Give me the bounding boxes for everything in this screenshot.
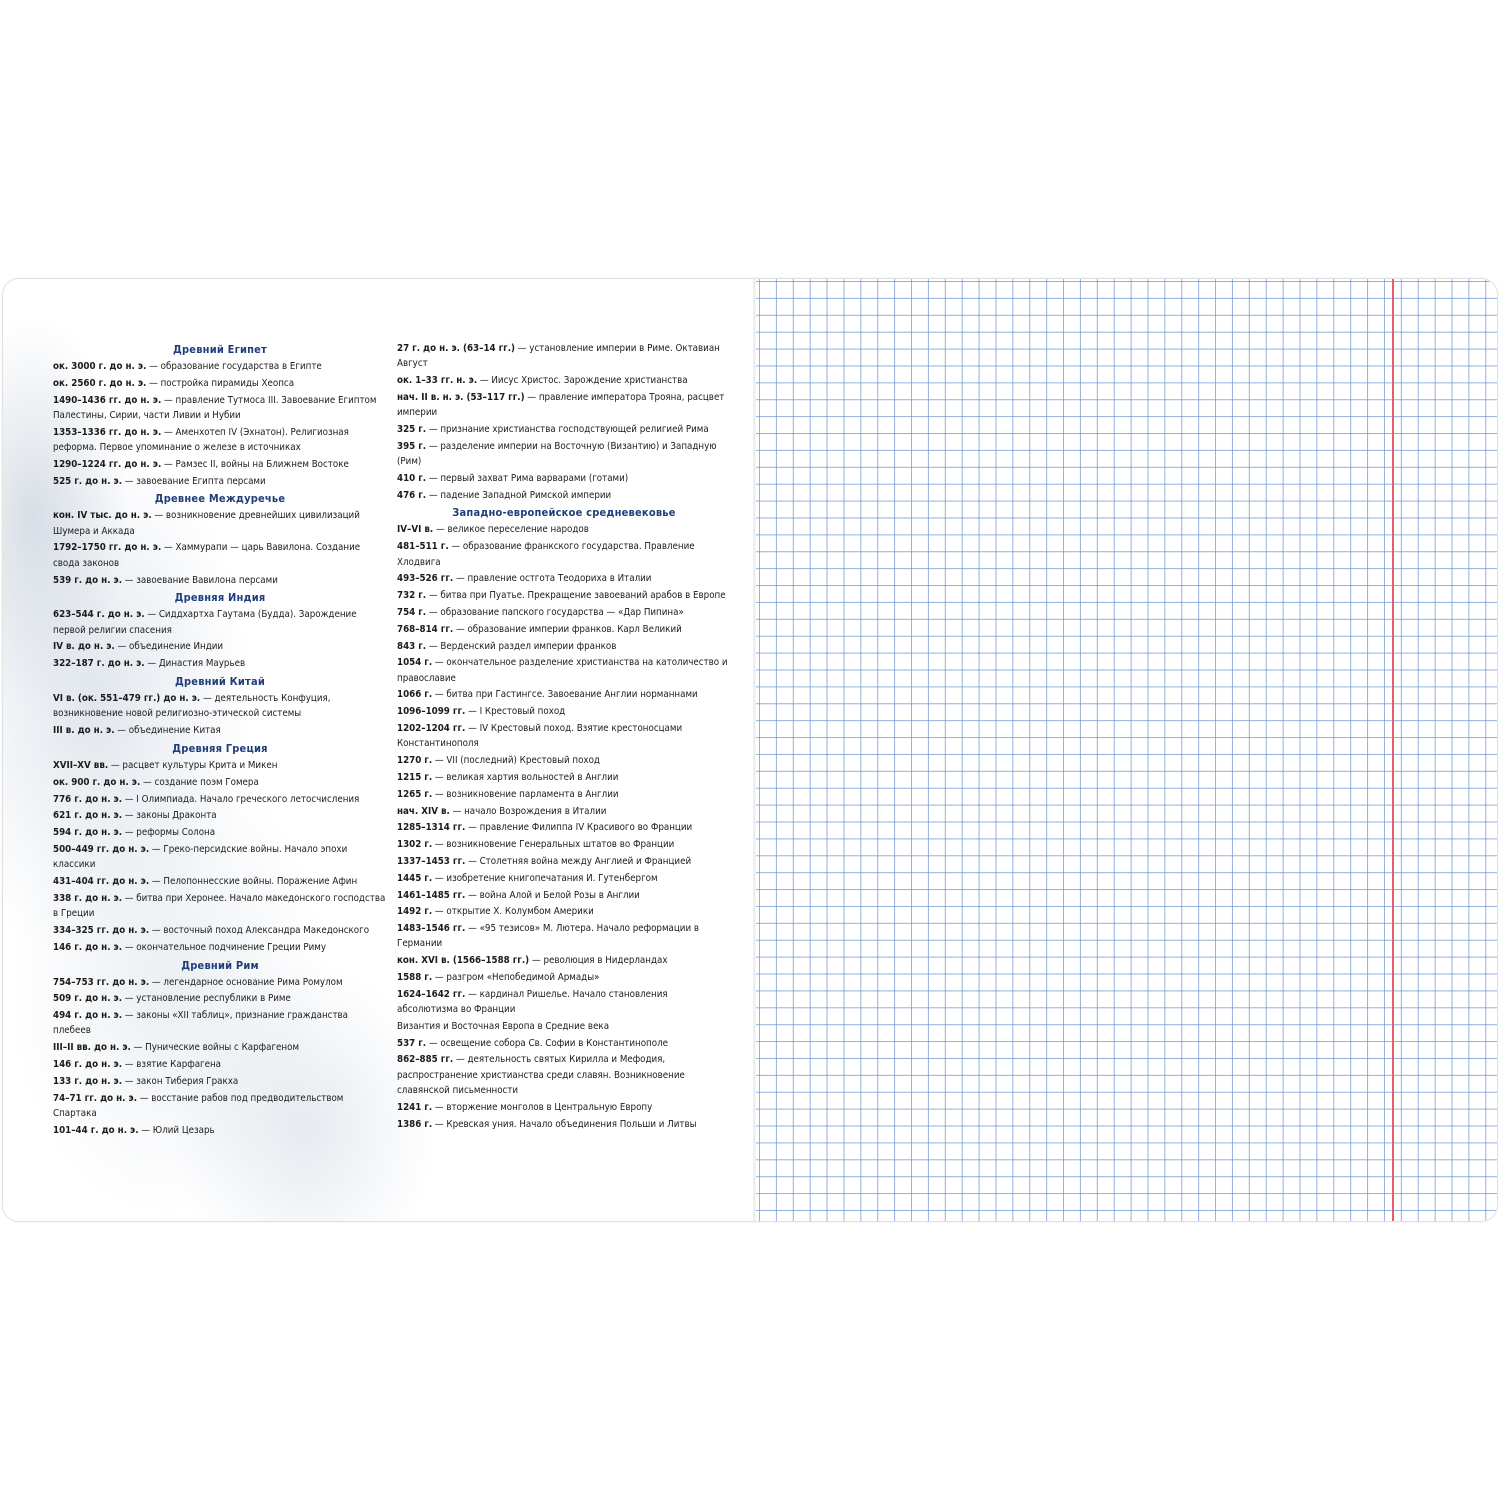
- entry-text: Иисус Христос. Зарождение христианства: [491, 375, 688, 387]
- entry-dash: —: [465, 923, 480, 935]
- timeline-entry: [53, 758, 387, 773]
- entry-date: 500–449 гг. до н. э.: [53, 843, 150, 855]
- timeline-entry: [397, 921, 731, 952]
- timeline-entry: [397, 888, 731, 903]
- timeline-entry: [397, 970, 731, 985]
- entry-text: I Олимпиада. Начало греческого летосчисления: [136, 793, 360, 805]
- entry-date: 1461–1485 гг.: [397, 889, 466, 901]
- entry-dash: —: [149, 924, 164, 936]
- left-page-history-dates: [3, 279, 756, 1221]
- entry-text: битва при Пуатье. Прекращение завоеваний арабов в Европе: [440, 590, 726, 602]
- section-heading: Древний Рим: [181, 958, 259, 972]
- entry-dash: —: [149, 876, 164, 888]
- entry-text: завоевание Египта персами: [136, 475, 266, 487]
- entry-date: 1483–1546 гг.: [397, 923, 466, 935]
- entry-text: первый захват Рима варварами (готами): [440, 472, 629, 484]
- timeline-entry: [53, 825, 387, 840]
- entry-date: 146 г. до н. э.: [53, 1058, 123, 1070]
- entry-text: открытие Х. Колумбом Америки: [446, 906, 594, 918]
- entry-dash: —: [515, 343, 530, 354]
- entry-date: 338 г. до н. э.: [53, 892, 123, 904]
- entry-dash: —: [432, 872, 447, 884]
- entry-dash: —: [140, 776, 155, 788]
- entry-dash: —: [465, 723, 480, 735]
- entry-date: 101–44 г. до н. э.: [53, 1124, 139, 1136]
- entry-text: легендарное основание Рима Ромулом: [163, 976, 343, 988]
- entry-dash: —: [426, 423, 441, 435]
- entry-dash: —: [426, 590, 441, 602]
- entry-dash: —: [453, 623, 468, 635]
- entry-text: Юлий Цезарь: [152, 1124, 215, 1136]
- section-heading: Западно-европейское средневековье: [452, 506, 676, 520]
- timeline-entry: [397, 1117, 731, 1132]
- entry-dash: —: [122, 993, 137, 1005]
- timeline-entry: [397, 854, 731, 869]
- entry-date: 1285–1314 гг.: [397, 822, 466, 834]
- entry-date: 768–814 гг.: [397, 623, 454, 635]
- timeline-entry: [53, 691, 387, 722]
- section-heading: Древний Египет: [173, 343, 267, 356]
- entry-text: вторжение монголов в Центральную Европу: [446, 1101, 653, 1113]
- entry-text: кардинал Ришелье. Начало становления абсолютизма во Франции: [397, 988, 668, 1016]
- timeline-entry: [53, 940, 387, 955]
- entry-text: «95 тезисов» М. Лютера. Начало реформации в Германии: [397, 923, 700, 950]
- entry-date: 494 г. до н. э.: [53, 1010, 123, 1022]
- entry-date: 621 г. до н. э.: [53, 810, 123, 822]
- entry-dash: —: [465, 822, 480, 834]
- entry-text: Династия Маурьев: [158, 658, 246, 670]
- timeline-entry: [53, 656, 387, 671]
- entry-dash: —: [529, 955, 544, 967]
- timeline-entry: [53, 1008, 387, 1039]
- entry-text: разгром «Непобедимой Армады»: [446, 971, 600, 983]
- entry-date: IV–VI в.: [397, 524, 434, 536]
- entry-date: 1290–1224 гг. до н. э.: [53, 458, 162, 470]
- entry-text: установление империи в Риме. Октавиан Август: [397, 343, 720, 370]
- entry-dash: —: [465, 889, 480, 901]
- timeline-entry: [53, 474, 387, 489]
- entry-dash: —: [146, 377, 161, 389]
- entry-dash: —: [161, 426, 176, 438]
- entry-dash: —: [138, 1124, 153, 1136]
- entry-text: деятельность Конфуция, возникновение новой религиозно-этической системы: [53, 693, 331, 720]
- entry-text: война Алой и Белой Розы в Англии: [479, 889, 640, 901]
- entry-dash: —: [426, 489, 441, 501]
- section-heading: Древний Китай: [175, 675, 265, 689]
- timeline-entry: [53, 573, 387, 588]
- entry-text: Рамзес II, войны на Ближнем Востоке: [175, 458, 349, 470]
- entry-dash: —: [149, 843, 164, 855]
- timeline-entry: [397, 539, 731, 570]
- entry-dash: —: [477, 375, 492, 387]
- entry-text: деятельность святых Кирилла и Мефодия, распространение христианства среди славян. Возникновение славянской письменности: [397, 1054, 685, 1097]
- entry-text: установление республики в Риме: [136, 993, 291, 1005]
- entry-date: 1265 г.: [397, 788, 433, 800]
- timeline-entry: [397, 588, 731, 603]
- entry-text: окончательное подчинение Греции Риму: [136, 941, 327, 953]
- entry-dash: —: [432, 1118, 447, 1130]
- entry-text: постройка пирамиды Хеопса: [160, 377, 295, 389]
- timeline-entry: [397, 422, 731, 437]
- entry-date: 481–511 г.: [397, 541, 449, 553]
- entry-text: возникновение древнейших цивилизаций Шумера и Аккада: [53, 510, 360, 537]
- entry-text: разделение империи на Восточную (Византию) и Западную (Рим): [397, 440, 717, 468]
- entry-text: реформы Солона: [136, 827, 216, 839]
- entry-dash: —: [426, 640, 441, 652]
- entry-date: 1490–1436 гг. до н. э.: [53, 394, 162, 406]
- entry-text: Сиддхартха Гаутама (Будда). Зарождение первой религии спасения: [53, 609, 357, 636]
- entry-date: 27 г. до н. э. (63–14 гг.): [397, 343, 516, 354]
- entry-text: создание поэм Гомера: [154, 776, 259, 788]
- timeline-entry: [397, 871, 731, 886]
- entry-date: VI в. (ок. 551–479 гг.) до н. э.: [53, 693, 201, 705]
- entry-dash: —: [432, 906, 447, 918]
- entry-date: ок. 2560 г. до н. э.: [53, 377, 147, 389]
- entry-dash: —: [122, 941, 137, 953]
- timeline-entry: [397, 804, 731, 819]
- timeline-entry: [53, 1074, 387, 1089]
- entry-date: 476 г.: [397, 489, 427, 501]
- timeline-entry: [53, 1123, 387, 1138]
- entry-date: 1054 г.: [397, 657, 433, 669]
- timeline-entry: [397, 704, 731, 719]
- timeline-entry: [53, 891, 387, 922]
- entry-date: 1241 г.: [397, 1101, 433, 1113]
- section-heading: Древнее Междуречье: [154, 492, 286, 506]
- timeline-entry: [53, 975, 387, 990]
- entry-dash: —: [432, 1101, 447, 1113]
- entry-dash: —: [448, 541, 463, 553]
- timeline-entry: [53, 1091, 387, 1122]
- entry-date: нач. II в. н. э. (53–117 гг.): [397, 391, 525, 403]
- entry-date: 1066 г.: [397, 689, 433, 701]
- entry-date: XVII–XV вв.: [53, 759, 109, 771]
- timeline-entry: [397, 1052, 731, 1098]
- timeline-entry: [397, 639, 731, 654]
- timeline-entry: [53, 393, 387, 424]
- timeline-entry: [397, 439, 731, 470]
- entry-text: возникновение парламента в Англии: [446, 788, 619, 800]
- entry-dash: —: [149, 976, 164, 988]
- entry-text: возникновение Генеральных штатов во Франции: [446, 839, 675, 851]
- entry-text: Пелопоннесские войны. Поражение Афин: [163, 876, 358, 888]
- timeline-entry: [53, 792, 387, 807]
- entry-text: объединение Индии: [129, 641, 224, 653]
- entry-date: 1445 г.: [397, 872, 433, 884]
- entry-text: восстание рабов под предводительством Спартака: [53, 1092, 344, 1119]
- timeline-entry: [53, 425, 387, 456]
- entry-dash: —: [122, 1010, 137, 1022]
- entry-date: кон. XVI в. (1566–1588 гг.): [397, 955, 530, 967]
- timeline-entry: [53, 842, 387, 873]
- timeline-entry: [53, 639, 387, 654]
- entry-text: IV Крестовый поход. Взятие крестоносцами Константинополя: [397, 723, 683, 750]
- timeline-entry: [53, 540, 387, 571]
- entry-date: 776 г. до н. э.: [53, 793, 123, 805]
- entry-text: признание христианства господствующей религией Рима: [440, 423, 709, 435]
- entry-dash: —: [122, 574, 137, 586]
- entry-date: 395 г.: [397, 440, 427, 452]
- entry-date: 322–187 г. до н. э.: [53, 658, 145, 670]
- timeline-entry: [397, 522, 731, 537]
- right-page-grid-paper: [756, 279, 1497, 1221]
- entry-text: объединение Китая: [128, 725, 221, 737]
- entry-text: Хаммурапи — царь Вавилона. Создание свода законов: [53, 542, 361, 569]
- entry-dash: —: [426, 472, 441, 484]
- entry-dash: —: [137, 1092, 152, 1104]
- entry-dash: —: [144, 609, 159, 621]
- entry-dash: —: [432, 971, 447, 983]
- timeline-entry: [397, 1100, 731, 1115]
- entry-date: 862–885 гг.: [397, 1054, 454, 1066]
- entry-dash: —: [114, 641, 130, 653]
- entry-dash: —: [426, 440, 441, 452]
- entry-text: Греко-персидские войны. Начало эпохи классики: [53, 843, 348, 871]
- entry-date: 334–325 гг. до н. э.: [53, 924, 150, 936]
- timeline-entry: [53, 376, 387, 391]
- entry-dash: —: [122, 827, 137, 839]
- entry-dash: —: [161, 542, 176, 554]
- timeline-entry: [397, 373, 731, 388]
- timeline-entry: [397, 687, 731, 702]
- entry-text: Столетняя война между Англией и Францией: [479, 855, 692, 867]
- entry-text: окончательное разделение христианства на католичество и православие: [397, 657, 728, 684]
- timeline-entry: [53, 359, 387, 374]
- entry-dash: —: [122, 810, 137, 822]
- entry-text: I Крестовый поход: [479, 706, 566, 718]
- entry-dash: —: [161, 458, 176, 470]
- entry-dash: —: [453, 1054, 468, 1066]
- entry-dash: —: [465, 988, 480, 1000]
- timeline-entry: [53, 991, 387, 1006]
- timeline-entry: [397, 571, 731, 586]
- entry-date: 493–526 гг.: [397, 573, 454, 585]
- entry-dash: —: [465, 855, 480, 867]
- entry-date: III–II вв. до н. э.: [53, 1042, 131, 1054]
- timeline-entry: [397, 655, 731, 686]
- entry-text: взятие Карфагена: [136, 1058, 222, 1070]
- entry-text: великая хартия вольностей в Англии: [446, 771, 619, 783]
- entry-text: Аменхотеп IV (Эхнатон). Религиозная реформа. Первое упоминание о железе в источниках: [53, 426, 349, 453]
- entry-text: образование империи франков. Карл Великий: [467, 623, 682, 635]
- entry-date: 623–544 г. до н. э.: [53, 609, 145, 621]
- entry-text: правление Тутмоса III. Завоевание Египтом Палестины, Сирии, части Ливии и Нубии: [53, 394, 377, 421]
- entry-date: 539 г. до н. э.: [53, 574, 123, 586]
- entry-text: восточный поход Александра Македонского: [163, 924, 370, 936]
- entry-date: кон. IV тыс. до н. э.: [53, 510, 152, 522]
- timeline-entry: [53, 874, 387, 889]
- entry-dash: —: [432, 771, 447, 783]
- red-margin-line: [1392, 279, 1394, 1221]
- entry-date: 325 г.: [397, 423, 427, 435]
- entry-date: 843 г.: [397, 640, 427, 652]
- entry-text: образование папского государства — «Дар Пипина»: [440, 606, 684, 618]
- entry-dash: —: [114, 725, 129, 737]
- timeline-entry: [53, 508, 387, 539]
- entry-dash: —: [151, 510, 166, 522]
- timeline-entry: [397, 1036, 731, 1051]
- timeline-entry: [53, 775, 387, 790]
- entry-date: 1215 г.: [397, 771, 433, 783]
- entry-dash: —: [426, 606, 441, 618]
- entry-dash: —: [432, 839, 447, 851]
- timeline-entry: [397, 770, 731, 785]
- entry-text: завоевание Вавилона персами: [136, 574, 278, 586]
- entry-dash: —: [122, 1075, 137, 1087]
- entry-dash: —: [432, 657, 447, 669]
- entry-dash: —: [161, 394, 176, 406]
- timeline-entry: [397, 837, 731, 852]
- entry-dash: —: [108, 759, 123, 771]
- timeline-entry: [397, 904, 731, 919]
- entry-dash: —: [130, 1042, 146, 1054]
- entry-dash: —: [433, 524, 448, 536]
- entry-dash: —: [524, 391, 539, 403]
- timeline-entry: [53, 1040, 387, 1055]
- timeline-entry: [397, 721, 731, 752]
- entry-text: Кревская уния. Начало объединения Польши и Литвы: [446, 1118, 697, 1130]
- entry-dash: —: [122, 1058, 137, 1070]
- entry-text: изобретение книгопечатания И. Гутенбергом: [446, 872, 658, 884]
- entry-date: 1096–1099 гг.: [397, 706, 466, 718]
- entry-date: 1792–1750 гг. до н. э.: [53, 542, 162, 554]
- entry-date: 74–71 гг. до н. э.: [53, 1092, 137, 1104]
- entry-text: революция в Нидерландах: [543, 955, 668, 967]
- section-heading: Древняя Греция: [172, 741, 268, 755]
- timeline-entry: [53, 808, 387, 823]
- entry-date: 1353–1336 гг. до н. э.: [53, 426, 162, 438]
- entry-date: 146 г. до н. э.: [53, 941, 123, 953]
- subsection-line: Византия и Восточная Европа в Средние века: [397, 1020, 610, 1032]
- entry-text: битва при Херонее. Начало македонского господства в Греции: [53, 892, 386, 920]
- entry-date: IV в. до н. э.: [53, 641, 115, 653]
- entry-date: 594 г. до н. э.: [53, 827, 123, 839]
- timeline-entry: [53, 723, 387, 738]
- entry-date: 410 г.: [397, 472, 427, 484]
- entry-dash: —: [432, 689, 447, 701]
- entry-date: 1302 г.: [397, 839, 433, 851]
- timeline-entry: [53, 457, 387, 472]
- entry-date: 754–753 гг. до н. э.: [53, 976, 150, 988]
- entry-date: 1624–1642 гг.: [397, 988, 466, 1000]
- entry-date: 754 г.: [397, 606, 427, 618]
- entry-text: образование франкского государства. Правление Хлодвига: [397, 541, 695, 568]
- timeline-entry: [53, 923, 387, 938]
- timeline-entry: [397, 787, 731, 802]
- entry-dash: —: [449, 805, 465, 817]
- timeline-entry: [397, 987, 731, 1018]
- section-heading: Древняя Индия: [174, 591, 266, 605]
- entry-date: 431–404 гг. до н. э.: [53, 876, 150, 888]
- entry-dash: —: [465, 706, 480, 718]
- entry-text: расцвет культуры Крита и Микен: [122, 759, 278, 771]
- entry-dash: —: [146, 361, 161, 372]
- entry-text: освещение собора Св. Софии в Константинополе: [440, 1037, 669, 1049]
- entry-text: правление императора Трояна, расцвет империи: [397, 391, 725, 419]
- entry-dash: —: [426, 1037, 441, 1049]
- entry-dash: —: [432, 788, 447, 800]
- timeline-entry: [397, 341, 731, 372]
- entry-text: правление Филиппа IV Красивого во Франции: [479, 822, 693, 834]
- timeline-entry: [397, 488, 731, 503]
- entry-dash: —: [144, 658, 159, 670]
- entry-text: закон Тиберия Гракха: [136, 1075, 239, 1087]
- entry-date: 1588 г.: [397, 971, 433, 983]
- entry-text: Верденский раздел империи франков: [440, 640, 617, 652]
- entry-text: VII (последний) Крестовый поход: [446, 755, 600, 767]
- entry-text: образование государства в Египте: [160, 361, 322, 372]
- timeline-entry: [397, 390, 731, 421]
- entry-date: 133 г. до н. э.: [53, 1075, 123, 1087]
- entry-date: 1386 г.: [397, 1118, 433, 1130]
- entry-dash: —: [122, 475, 137, 487]
- entry-date: 732 г.: [397, 590, 427, 602]
- entry-date: ок. 1–33 гг. н. э.: [397, 375, 478, 387]
- entry-text: падение Западной Римской империи: [440, 489, 612, 501]
- entry-date: 1270 г.: [397, 755, 433, 767]
- entry-date: 537 г.: [397, 1037, 427, 1049]
- entry-date: 509 г. до н. э.: [53, 993, 123, 1005]
- entry-date: ок. 900 г. до н. э.: [53, 776, 141, 788]
- timeline-entry: [397, 820, 731, 835]
- timeline-entry: [53, 607, 387, 638]
- notebook-spread: [3, 279, 1497, 1221]
- timeline-entry: [397, 622, 731, 637]
- entry-dash: —: [122, 793, 137, 805]
- entry-dash: —: [432, 755, 447, 767]
- entry-date: 1492 г.: [397, 906, 433, 918]
- dates-column-1: [53, 341, 387, 1139]
- entry-date: III в. до н. э.: [53, 725, 115, 737]
- entry-date: нач. XIV в.: [397, 805, 450, 817]
- entry-text: битва при Гастингсе. Завоевание Англии норманнами: [446, 689, 698, 701]
- entry-text: Пунические войны с Карфагеном: [145, 1042, 300, 1054]
- entry-dash: —: [200, 693, 215, 705]
- entry-date: 1337–1453 гг.: [397, 855, 466, 867]
- entry-text: великое переселение народов: [447, 524, 589, 536]
- entry-date: 525 г. до н. э.: [53, 475, 123, 487]
- entry-text: законы Драконта: [136, 810, 217, 822]
- timeline-entry: [397, 953, 731, 968]
- timeline-entry: [53, 1057, 387, 1072]
- entry-dash: —: [453, 573, 468, 585]
- entry-date: ок. 3000 г. до н. э.: [53, 361, 147, 372]
- entry-text: правление остгота Теодориха в Италии: [467, 573, 652, 585]
- timeline-entry: [397, 471, 731, 486]
- timeline-entry: [397, 753, 731, 768]
- dates-column-2: [397, 341, 731, 1133]
- timeline-entry: [397, 605, 731, 620]
- entry-text: начало Возрождения в Италии: [464, 805, 607, 817]
- entry-dash: —: [122, 892, 137, 904]
- entry-text: законы «XII таблиц», признание гражданства плебеев: [53, 1010, 349, 1037]
- entry-date: 1202–1204 гг.: [397, 723, 466, 735]
